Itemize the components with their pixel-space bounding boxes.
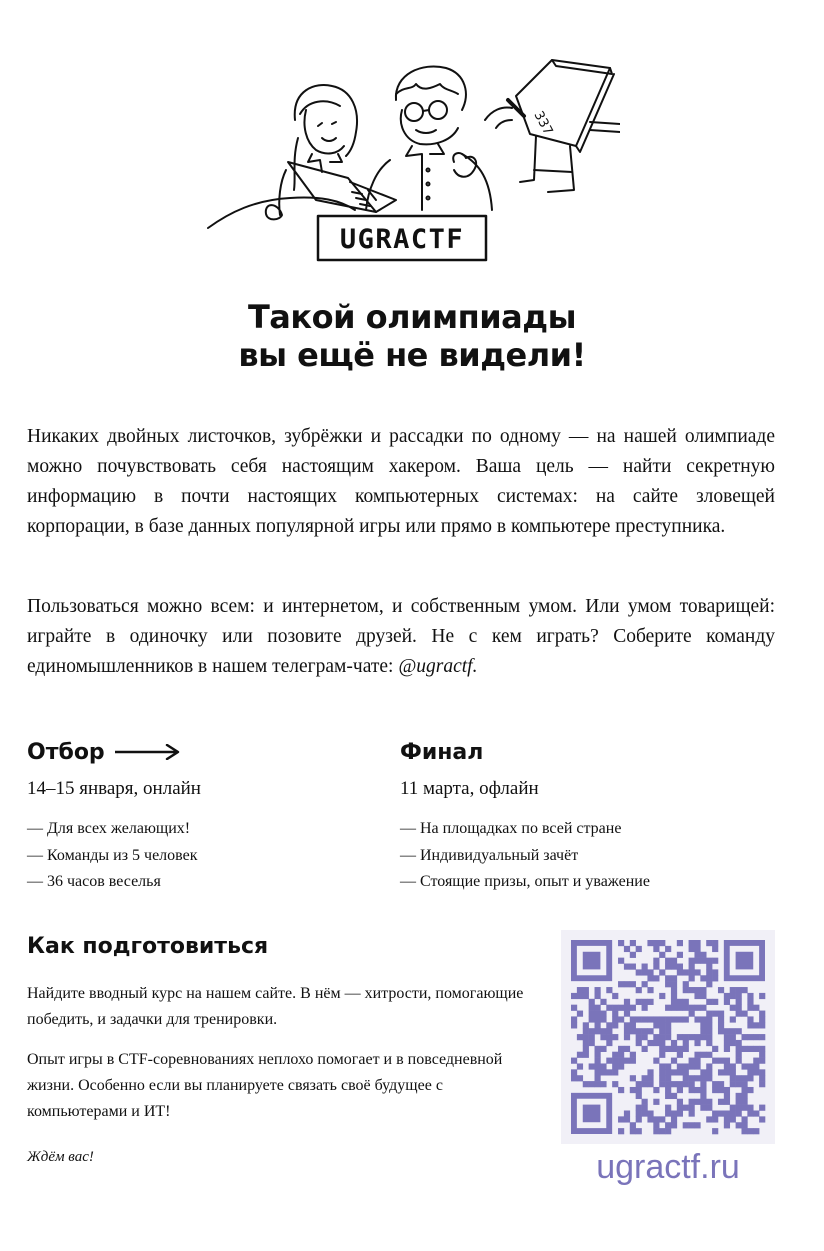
final-heading-label: Финал bbox=[400, 739, 484, 765]
page-title bbox=[0, 298, 824, 374]
qr-code[interactable] bbox=[561, 930, 775, 1144]
prepare-heading: Как подготовиться bbox=[27, 934, 269, 959]
ugractf-illustration bbox=[200, 50, 620, 270]
closing-text: Ждём вас! bbox=[27, 1149, 94, 1165]
selection-date: 14–15 января, онлайн bbox=[27, 778, 201, 799]
list-item: — Индивидуальный зачёт bbox=[400, 846, 579, 864]
intro-paragraph-2 bbox=[27, 592, 775, 682]
title-line-1: Такой олимпиады bbox=[247, 298, 577, 336]
ugractf-logo: UGRACTF bbox=[339, 224, 465, 255]
prepare-paragraph-1: Найдите вводный курс на нашем сайте. В нём — хитрости, помогающие победить, и задачки для тренировки. bbox=[27, 985, 524, 1028]
list-item: — Стоящие призы, опыт и уважение bbox=[400, 873, 650, 890]
website-link[interactable]: ugractf.ru bbox=[596, 1148, 740, 1186]
final-list bbox=[400, 816, 800, 896]
selection-heading bbox=[27, 736, 367, 768]
selection-heading-label: Отбор bbox=[27, 739, 105, 765]
qr-code-icon bbox=[561, 930, 775, 1144]
prepare-paragraph-2: Опыт игры в CTF-соревнованиях неплохо помогает и в повседневной жизни. Особенно если вы планируете связать своё будущее с компьютерами и ИТ! bbox=[27, 1051, 503, 1120]
intro-paragraph-1: Никаких двойных листочков, зубрёжки и рассадки по одному — на нашей олимпиаде можно почувствовать себя настоящим хакером. Ваша цель — найти секретную информацию в почти настоящих компьютерных системах: на сайте зловещей корпорации, в базе данных популярной игры или прямо в компьютере преступника. bbox=[27, 426, 775, 537]
board-text: 337 bbox=[530, 108, 556, 138]
final-heading bbox=[400, 736, 800, 768]
list-item: — На площадках по всей стране bbox=[400, 820, 622, 837]
selection-list bbox=[27, 816, 367, 896]
list-item: — Команды из 5 человек bbox=[27, 846, 198, 864]
title-line-2: вы ещё не видели! bbox=[238, 336, 586, 374]
final-section bbox=[400, 736, 800, 896]
arrow-right-icon bbox=[115, 744, 181, 760]
selection-section bbox=[27, 736, 367, 896]
final-date: 11 марта, офлайн bbox=[400, 778, 539, 799]
list-item: — Для всех желающих! bbox=[27, 820, 191, 837]
list-item: — 36 часов веселья bbox=[27, 873, 161, 890]
intro-paragraph-2-text: Пользоваться можно всем: и интернетом, и собственным умом. Или умом товарищей: играйте в одиночку или позовите друзей. Не с кем играть? Соберите команду единомышленников в нашем телеграм-чате: bbox=[27, 596, 775, 677]
telegram-chat-link[interactable]: @ugractf. bbox=[398, 656, 478, 677]
